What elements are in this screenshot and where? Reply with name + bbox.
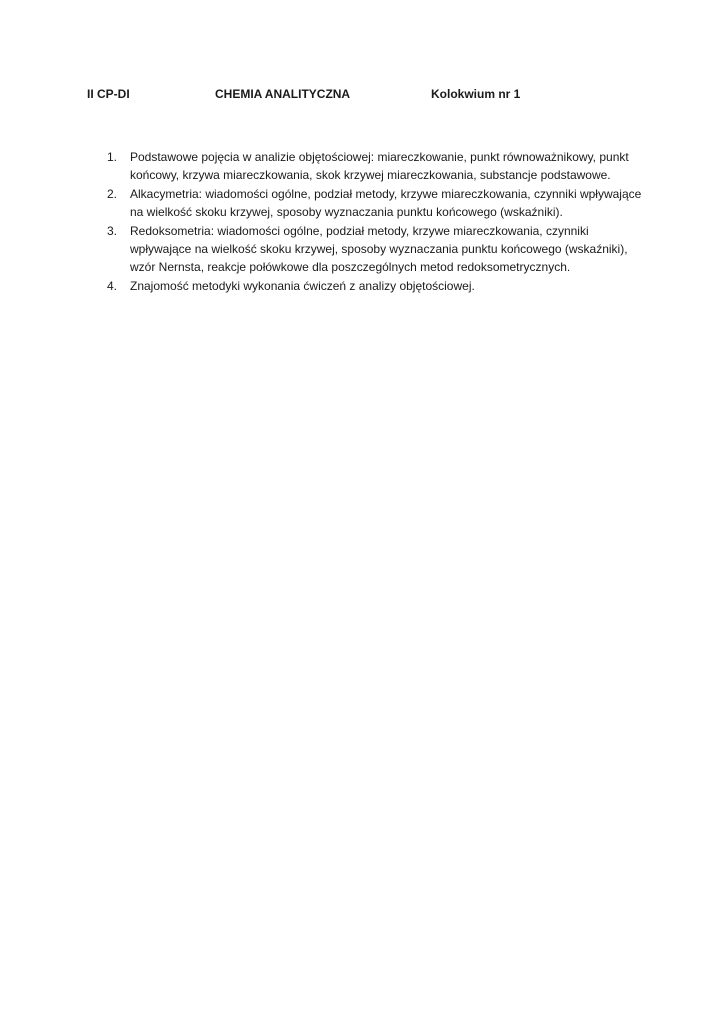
list-item bbox=[0, 148, 725, 185]
document-header bbox=[0, 87, 725, 105]
list-item-text: Redoksometria: wiadomości ogólne, podział metody, krzywe miareczkowania, czynniki wpływające na wielkość skoku krzywej, sposoby wyznaczania punktu końcowego (wskaźniki), wzór Nernsta, reakcje połówkowe dla poszczególnych metod redoksometrycznych. bbox=[130, 223, 628, 275]
subject-title: CHEMIA ANALITYCZNA bbox=[215, 87, 351, 101]
list-item bbox=[0, 277, 725, 295]
class-label: II CP-DI bbox=[87, 87, 130, 101]
list-item-text: Alkacymetria: wiadomości ogólne, podział metody, krzywe miareczkowania, czynniki wpływające na wielkość skoku krzywej, sposoby wyznaczania punktu końcowego (wskaźniki). bbox=[130, 186, 642, 220]
list-item-number: 1. bbox=[107, 150, 118, 164]
test-label: Kolokwium nr 1 bbox=[431, 87, 521, 101]
topics-list bbox=[0, 148, 725, 295]
list-item-number: 2. bbox=[107, 186, 118, 201]
list-item-number: 4. bbox=[107, 278, 118, 293]
list-item-text: Znajomość metodyki wykonania ćwiczeń z analizy objętościowej. bbox=[130, 278, 475, 293]
list-item bbox=[0, 185, 725, 222]
list-item-number: 3. bbox=[107, 223, 118, 238]
list-item bbox=[0, 222, 725, 277]
list-item-text: Podstawowe pojęcia w analizie objętościowej: miareczkowanie, punkt równoważnikowy, punkt końcowy, krzywa miareczkowania, skok krzywej miareczkowania, substancje podstawowe. bbox=[130, 150, 629, 183]
